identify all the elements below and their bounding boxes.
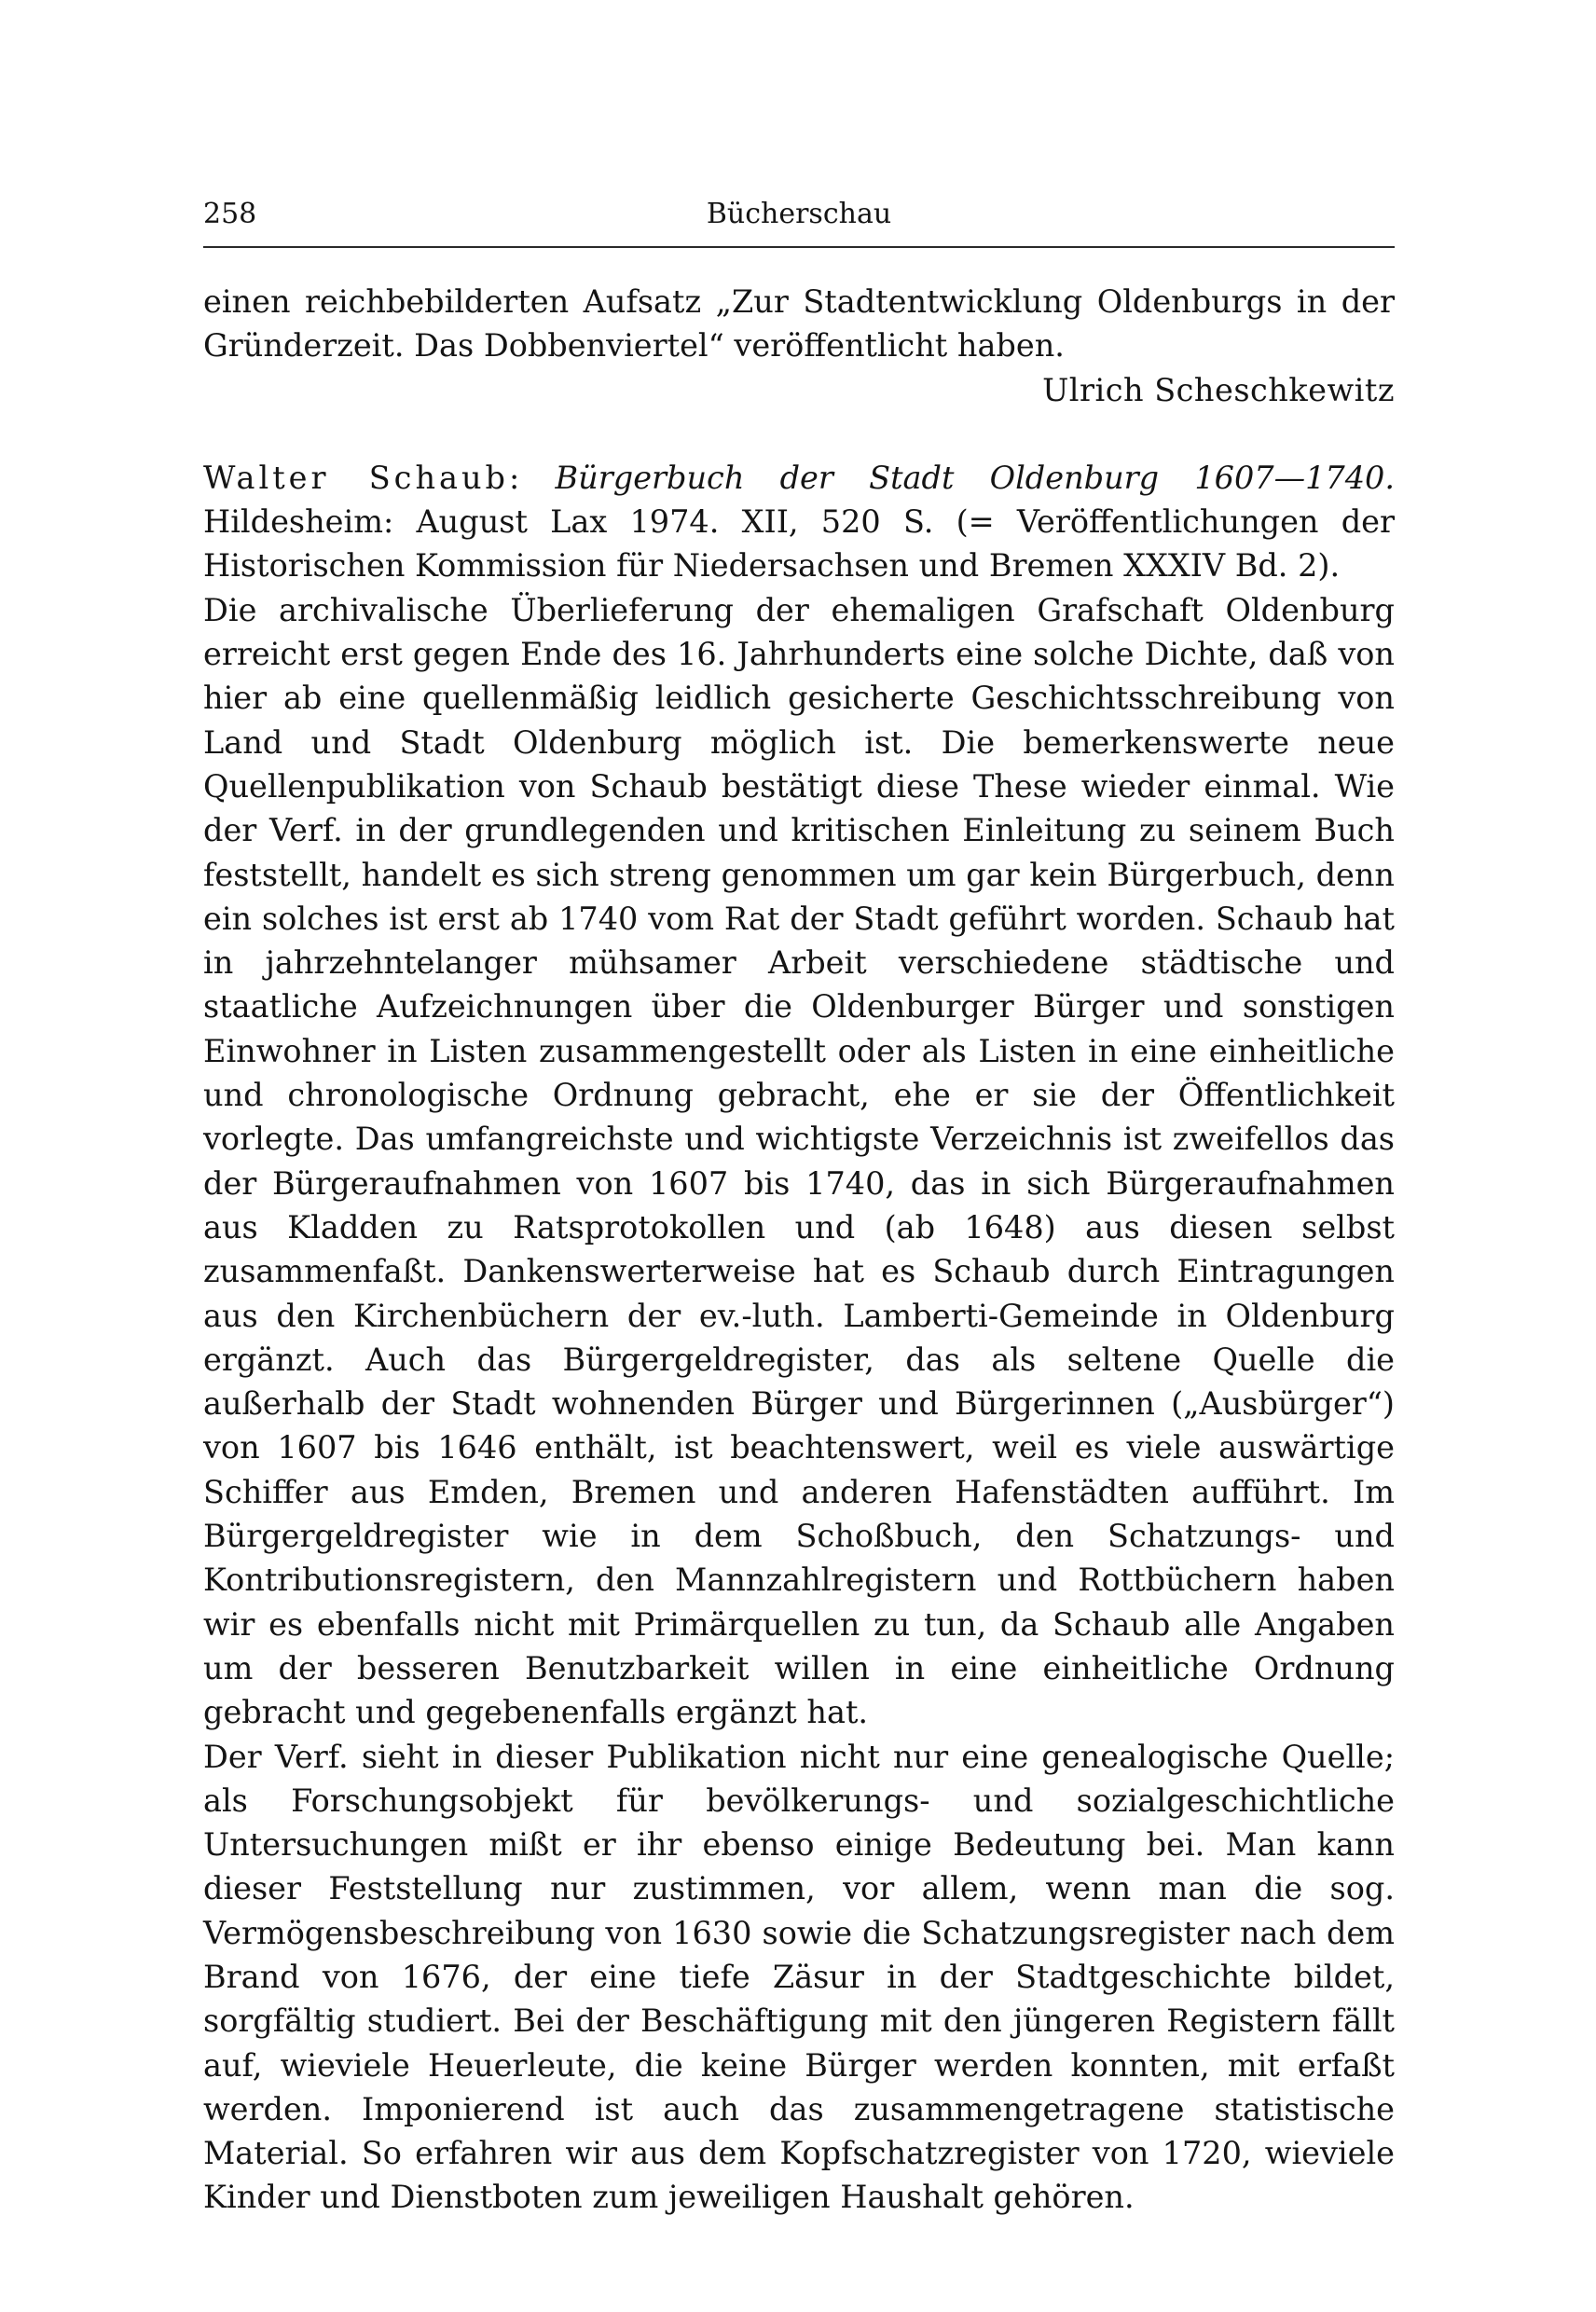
reviewer-signature: Ulrich Scheschkewitz	[1042, 371, 1395, 408]
review-paragraph-1: Die archivalische Überlieferung der ehemaligen Grafschaft Oldenburg erreicht erst gegen Ende des 16. Jahrhunderts eine solche Dichte, daß von hier ab eine quellenmäßig leidlich gesicherte Geschichtsschreibung von Land und Stadt Oldenburg möglich ist. Die bemerkenswerte neue Quellenpublikation von Schaub bestätigt diese These wieder einmal. Wie der Verf. in der grundlegenden und kritischen Einleitung zu seinem Buch feststellt, handelt es sich streng genommen um gar kein Bürgerbuch, denn ein solches ist erst ab 1740 vom Rat der Stadt geführt worden. Schaub hat in jahrzehntelanger mühsamer Arbeit verschiedene städtische und staatliche Aufzeichnungen über die Oldenburger Bürger und sonstigen Einwohner in Listen zusammengestellt oder als Listen in eine einheitliche und chronologische Ordnung gebracht, ehe er sie der Öffentlichkeit vorlegte. Das umfangreichste und wichtigste Verzeichnis ist zweifellos das der Bürgeraufnahmen von 1607 bis 1740, das in sich Bürgeraufnahmen aus Kladden zu Ratsprotokollen und (ab 1648) aus diesen selbst zusammenfaßt. Dankenswerterweise hat es Schaub durch Eintragungen aus den Kirchenbüchern der ev.-luth. Lamberti-Gemeinde in Oldenburg ergänzt. Auch das Bürgergeldregister, das als seltene Quelle die außerhalb der Stadt wohnenden Bürger und Bürgerinnen („Ausbürger“) von 1607 bis 1646 enthält, ist beachtenswert, weil es viele auswärtige Schiffer aus Emden, Bremen und anderen Hafenstädten aufführt. Im Bürgergeldregister wie in dem Schoßbuch, den Schatzungs- und Kontributionsregistern, den Mannzahlregistern und Rottbüchern haben wir es ebenfalls nicht mit Primärquellen zu tun, da Schaub alle Angaben um der besseren Benutzbarkeit willen in eine einheitliche Ordnung gebracht und gegebenenfalls ergänzt hat.	[203, 591, 1395, 1731]
section-gap	[203, 412, 1395, 456]
previous-review-ending: einen reichbebilderten Aufsatz „Zur Stadtentwicklung Oldenburgs in der Gründerzeit. Das Dobbenviertel“ veröffentlicht haben.	[203, 283, 1395, 365]
page-number: 258	[203, 198, 257, 230]
page-body	[203, 280, 1395, 2220]
page-header	[203, 194, 1395, 235]
header-rule	[203, 246, 1395, 248]
review-citation	[203, 456, 1395, 588]
review-book-title: Bürgerbuch der Stadt Oldenburg 1607—1740.	[555, 459, 1396, 496]
review-author-suffix: :	[509, 459, 520, 496]
review-imprint: Hildesheim: August Lax 1974. XII, 520 S. (= Veröffentlichungen der Historischen Kommission für Niedersachsen und Bremen XXXIV Bd. 2).	[203, 503, 1395, 585]
review-author: Walter Schaub	[203, 459, 510, 496]
running-head: Bücherschau	[706, 198, 892, 230]
review-paragraph-2: Der Verf. sieht in dieser Publikation nicht nur eine genealogische Quelle; als Forschungsobjekt für bevölkerungs- und sozialgeschichtliche Untersuchungen mißt er ihr ebenso einige Bedeutung bei. Man kann dieser Feststellung nur zustimmen, vor allem, wenn man die sog. Vermögensbeschreibung von 1630 sowie die Schatzungsregister nach dem Brand von 1676, der eine tiefe Zäsur in der Stadtgeschichte bildet, sorgfältig studiert. Bei der Beschäftigung mit den jüngeren Registern fällt auf, wieviele Heuerleute, die keine Bürger werden konnten, mit erfaßt werden. Imponierend ist auch das zusammengetragene statistische Material. So erfahren wir aus dem Kopfschatzregister von 1720, wieviele Kinder und Dienstboten zum jeweiligen Haushalt gehören.	[203, 1738, 1395, 2216]
